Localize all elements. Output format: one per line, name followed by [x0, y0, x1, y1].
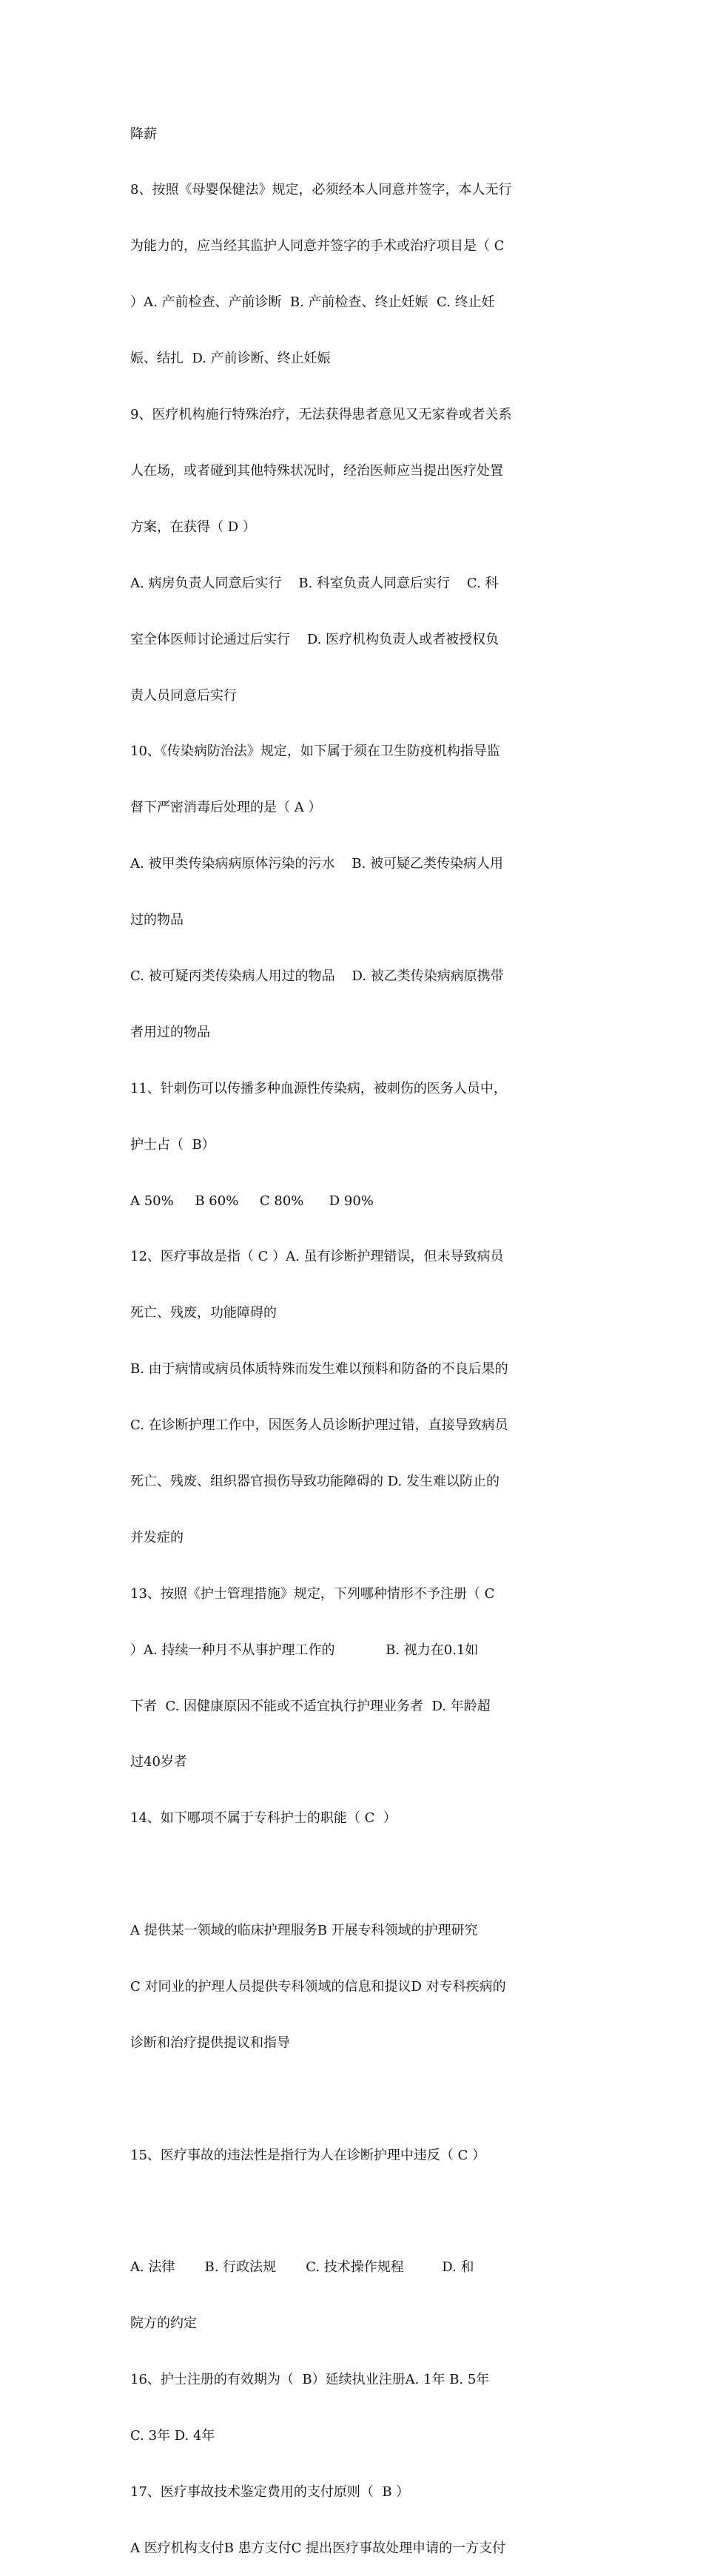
question-9-line: 人在场，或者碰到其他特殊状况时，经治医师应当提出医疗处置	[130, 462, 503, 479]
question-8-options: 娠、结扎 D. 产前诊断、终止妊娠	[130, 351, 331, 367]
question-13-options: 下者 C. 因健康原因不能或不适宜执行护理业务者 D. 年龄超	[130, 1698, 491, 1714]
question-14-options: C 对同业的护理人员提供专科领域的信息和提议D 对专科疾病的	[130, 1978, 506, 1995]
question-11-line: 11、针刺伤可以传播多种血源性传染病，被刺伤的医务人员中，	[130, 1080, 507, 1096]
question-10-line: 10、《传染病防治法》规定，如下属于须在卫生防疫机构指导监	[130, 744, 500, 760]
question-15-line: 15、医疗事故的违法性是指行为人在诊断护理中违反（ C ）	[130, 2147, 486, 2163]
question-10-options: C. 被可疑丙类传染病人用过的物品 D. 被乙类传染病病原携带	[130, 968, 504, 984]
question-13-options: 过40岁者	[130, 1754, 187, 1770]
question-10-line: 督下严密消毒后处理的是（ A ）	[130, 800, 322, 816]
question-8-options: ）A. 产前检查、产前诊断 B. 产前检查、终止妊娠 C. 终止妊	[130, 294, 495, 311]
question-11-line: 护士占（ B）	[130, 1136, 215, 1153]
question-9-options: A. 病房负责人同意后实行 B. 科室负责人同意后实行 C. 科	[130, 575, 499, 591]
question-13-line: 13、按照《护士管理措施》规定，下列哪种情形不予注册（ C	[130, 1585, 495, 1602]
question-12-options: 死亡、残废、组织器官损伤导致功能障碍的 D. 发生难以防止的	[130, 1473, 500, 1489]
question-17-line: 17、医疗事故技术鉴定费用的支付原则（ B ）	[130, 2484, 410, 2500]
question-14-line: 14、如下哪项不属于专科护士的职能（ C ）	[130, 1810, 397, 1827]
question-12-options: 死亡、残废，功能障碍的	[130, 1305, 277, 1321]
question-12-options: 并发症的	[130, 1529, 184, 1545]
question-11-options: A 50% B 60% C 80% D 90%	[130, 1193, 374, 1209]
question-16-options: C. 3年 D. 4年	[130, 2428, 215, 2444]
question-9-options: 责人员同意后实行	[130, 687, 237, 704]
question-12-line: 12、医疗事故是指（ C ）A. 虽有诊断护理错误，但未导致病员	[130, 1249, 504, 1265]
question-10-options: 者用过的物品	[130, 1024, 210, 1040]
question-8-line: 8、按照《母婴保健法》规定，必须经本人同意并签字，本人无行	[130, 182, 512, 198]
question-12-options: B. 由于病情或病员体质特殊而发生难以预料和防备的不良后果的	[130, 1361, 508, 1378]
text-line: 降薪	[130, 126, 157, 142]
question-10-options: A. 被甲类传染病病原体污染的污水 B. 被可疑乙类传染病人用	[130, 856, 503, 872]
blank-line	[130, 2202, 604, 2221]
question-16-line: 16、护士注册的有效期为（ B）延续执业注册A. 1年 B. 5年	[130, 2372, 490, 2388]
question-8-line: 为能力的，应当经其监护人同意并签字的手术或治疗项目是（ C	[130, 238, 505, 254]
question-10-options: 过的物品	[130, 912, 184, 928]
question-9-line: 9、医疗机构施行特殊治疗，无法获得患者意见又无家眷或者关系	[130, 407, 512, 423]
question-12-options: C. 在诊断护理工作中，因医务人员诊断护理过错，直接导致病员	[130, 1417, 508, 1434]
question-17-options: A 医疗机构支付B 患方支付C 提出医疗事故处理申请的一方支付	[130, 2540, 506, 2556]
question-9-line: 方案，在获得（ D ）	[130, 519, 256, 535]
question-13-options: ）A. 持续一种月不从事护理工作的 B. 视力在0.1如	[130, 1642, 479, 1658]
question-15-options: 院方的约定	[130, 2316, 197, 2332]
question-9-options: 室全体医师讨论通过后实行 D. 医疗机构负责人或者被授权负	[130, 631, 500, 647]
question-14-options: A 提供某一领域的临床护理服务B 开展专科领域的护理研究	[130, 1923, 478, 1939]
blank-line	[130, 2090, 604, 2108]
document-page	[130, 87, 604, 2576]
question-15-options: A. 法律 B. 行政法规 C. 技术操作规程 D. 和	[130, 2259, 474, 2276]
blank-line	[130, 1865, 604, 1884]
question-14-options: 诊断和治疗提供提议和指导	[130, 2034, 290, 2051]
